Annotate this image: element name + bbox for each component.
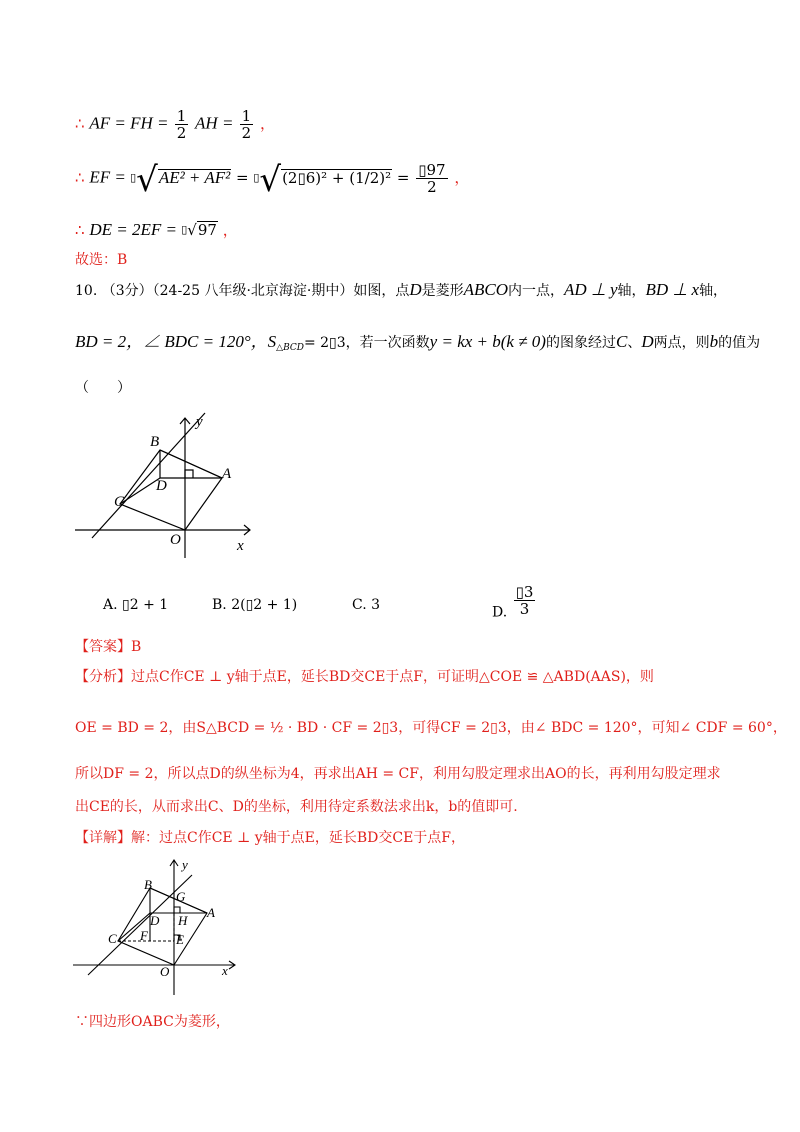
- question-score: （3分）: [101, 283, 153, 299]
- solution-line-ef: ∴ EF = ▯√AE² + AF² = ▯√(2▯6)² + (1/2)² = $\frac{▯97}{2}$ ，: [75, 159, 470, 200]
- label-h: H: [178, 913, 188, 928]
- expr-af-fh: AF = FH =: [89, 113, 173, 133]
- label-d: D: [156, 478, 167, 494]
- answer-tag: 【答案】B: [75, 639, 142, 655]
- therefore-symbol: ∴: [75, 168, 85, 187]
- comma: ，: [260, 114, 276, 133]
- previous-answer: 故选：B: [75, 252, 128, 268]
- label-c: C: [108, 931, 117, 946]
- detail-line: 【详解】解：过点C作CE ⊥ y轴于点E，延长BD交CE于点F，: [75, 830, 465, 846]
- analysis-line4: 出CE的长，从而求出C、D的坐标，利用待定系数法求出k，b的值即可.: [75, 799, 518, 815]
- question-stem-line2: BD = 2，∠ BDC = 120°，$S_{\triangle BCD}=$ 2▯3，若一次函数y = kx + b(k ≠ 0)的图象经过C、D两点，则b的值为: [75, 332, 761, 353]
- expr-de: DE = 2EF =: [89, 220, 182, 239]
- fraction-half-2: $\frac{1}{2}$: [241, 107, 252, 142]
- expr-ah: AH =: [195, 113, 238, 133]
- label-d: D: [150, 913, 160, 928]
- equals: =: [236, 168, 254, 187]
- comma: ，: [454, 168, 470, 187]
- option-d[interactable]: D. $\frac{▯3}{3}$: [492, 583, 534, 621]
- option-c[interactable]: C. 3: [352, 597, 381, 613]
- analysis-line2: OE = BD = 2，由S△BCD = ½ · BD · CF = 2▯3，可得CF = 2▯3，由∠ BDC = 120°，可知∠ CDF = 60°，: [75, 720, 787, 736]
- solution-line-af: [75, 108, 275, 141]
- label-a: A: [207, 905, 215, 920]
- label-y: y: [196, 414, 203, 430]
- analysis-line1: 【分析】过点C作CE ⊥ y轴于点E，延长BD交CE于点F，可证明△COE ≌ △ABD(AAS)，则: [75, 669, 654, 685]
- analysis-line3: 所以DF = 2，所以点D的纵坐标为4，再求出AH = CF，利用勾股定理求出AO的长，再利用勾股定理求: [75, 766, 721, 782]
- label-b: B: [150, 434, 160, 450]
- question-stem-line1: 10. （3分）（24-25 八年级·北京海淀·期中）如图，点D是菱形ABCO内一点，AD ⊥ y轴，BD ⊥ x轴，: [75, 280, 728, 299]
- label-y: y: [182, 857, 188, 872]
- label-g: G: [176, 889, 186, 904]
- label-b: B: [144, 877, 152, 892]
- question-source: （24-25 八年级·北京海淀·期中）: [152, 283, 354, 299]
- radical-af-ah: ▯√AE² + AF²: [130, 159, 231, 200]
- fraction-result: $\frac{▯97}{2}$: [418, 161, 446, 196]
- label-o: O: [170, 532, 181, 548]
- therefore-symbol: ∴: [75, 221, 85, 239]
- label-o: O: [160, 964, 170, 979]
- label-a: A: [222, 466, 232, 482]
- last-line: ∵四边形OABC为菱形，: [75, 1014, 230, 1030]
- expr-ef: EF =: [89, 167, 131, 187]
- segment-ba: [160, 450, 222, 478]
- line-cd: [92, 413, 205, 538]
- right-angle-mark: [185, 470, 193, 478]
- figure-rhombus-1: [70, 408, 260, 568]
- option-b[interactable]: B. 2(▯2 + 1): [212, 597, 298, 613]
- segment-cd: [120, 478, 160, 504]
- option-a[interactable]: A. ▯2 + 1: [103, 597, 169, 613]
- question-number: 10.: [75, 283, 98, 299]
- label-c: C: [114, 494, 125, 510]
- comma: ，: [222, 221, 238, 239]
- figure-rhombus-2: [70, 855, 250, 1000]
- therefore-symbol: ∴: [75, 114, 85, 133]
- label-x: x: [222, 963, 228, 978]
- answer-blank: （ ）: [75, 380, 131, 396]
- rhombus-abco: [118, 888, 207, 965]
- radical-big: ▯√(2▯6)² + (1/2)²: [253, 159, 392, 200]
- analysis-tag: 【分析】: [75, 669, 131, 685]
- label-f: F: [140, 928, 148, 943]
- solution-line-de: [75, 220, 238, 240]
- label-e: E: [176, 932, 184, 947]
- detail-tag: 【详解】: [75, 830, 131, 846]
- fraction-half: $\frac{1}{2}$: [176, 107, 187, 142]
- label-x: x: [237, 538, 244, 554]
- radical-97: ▯√97: [181, 221, 217, 239]
